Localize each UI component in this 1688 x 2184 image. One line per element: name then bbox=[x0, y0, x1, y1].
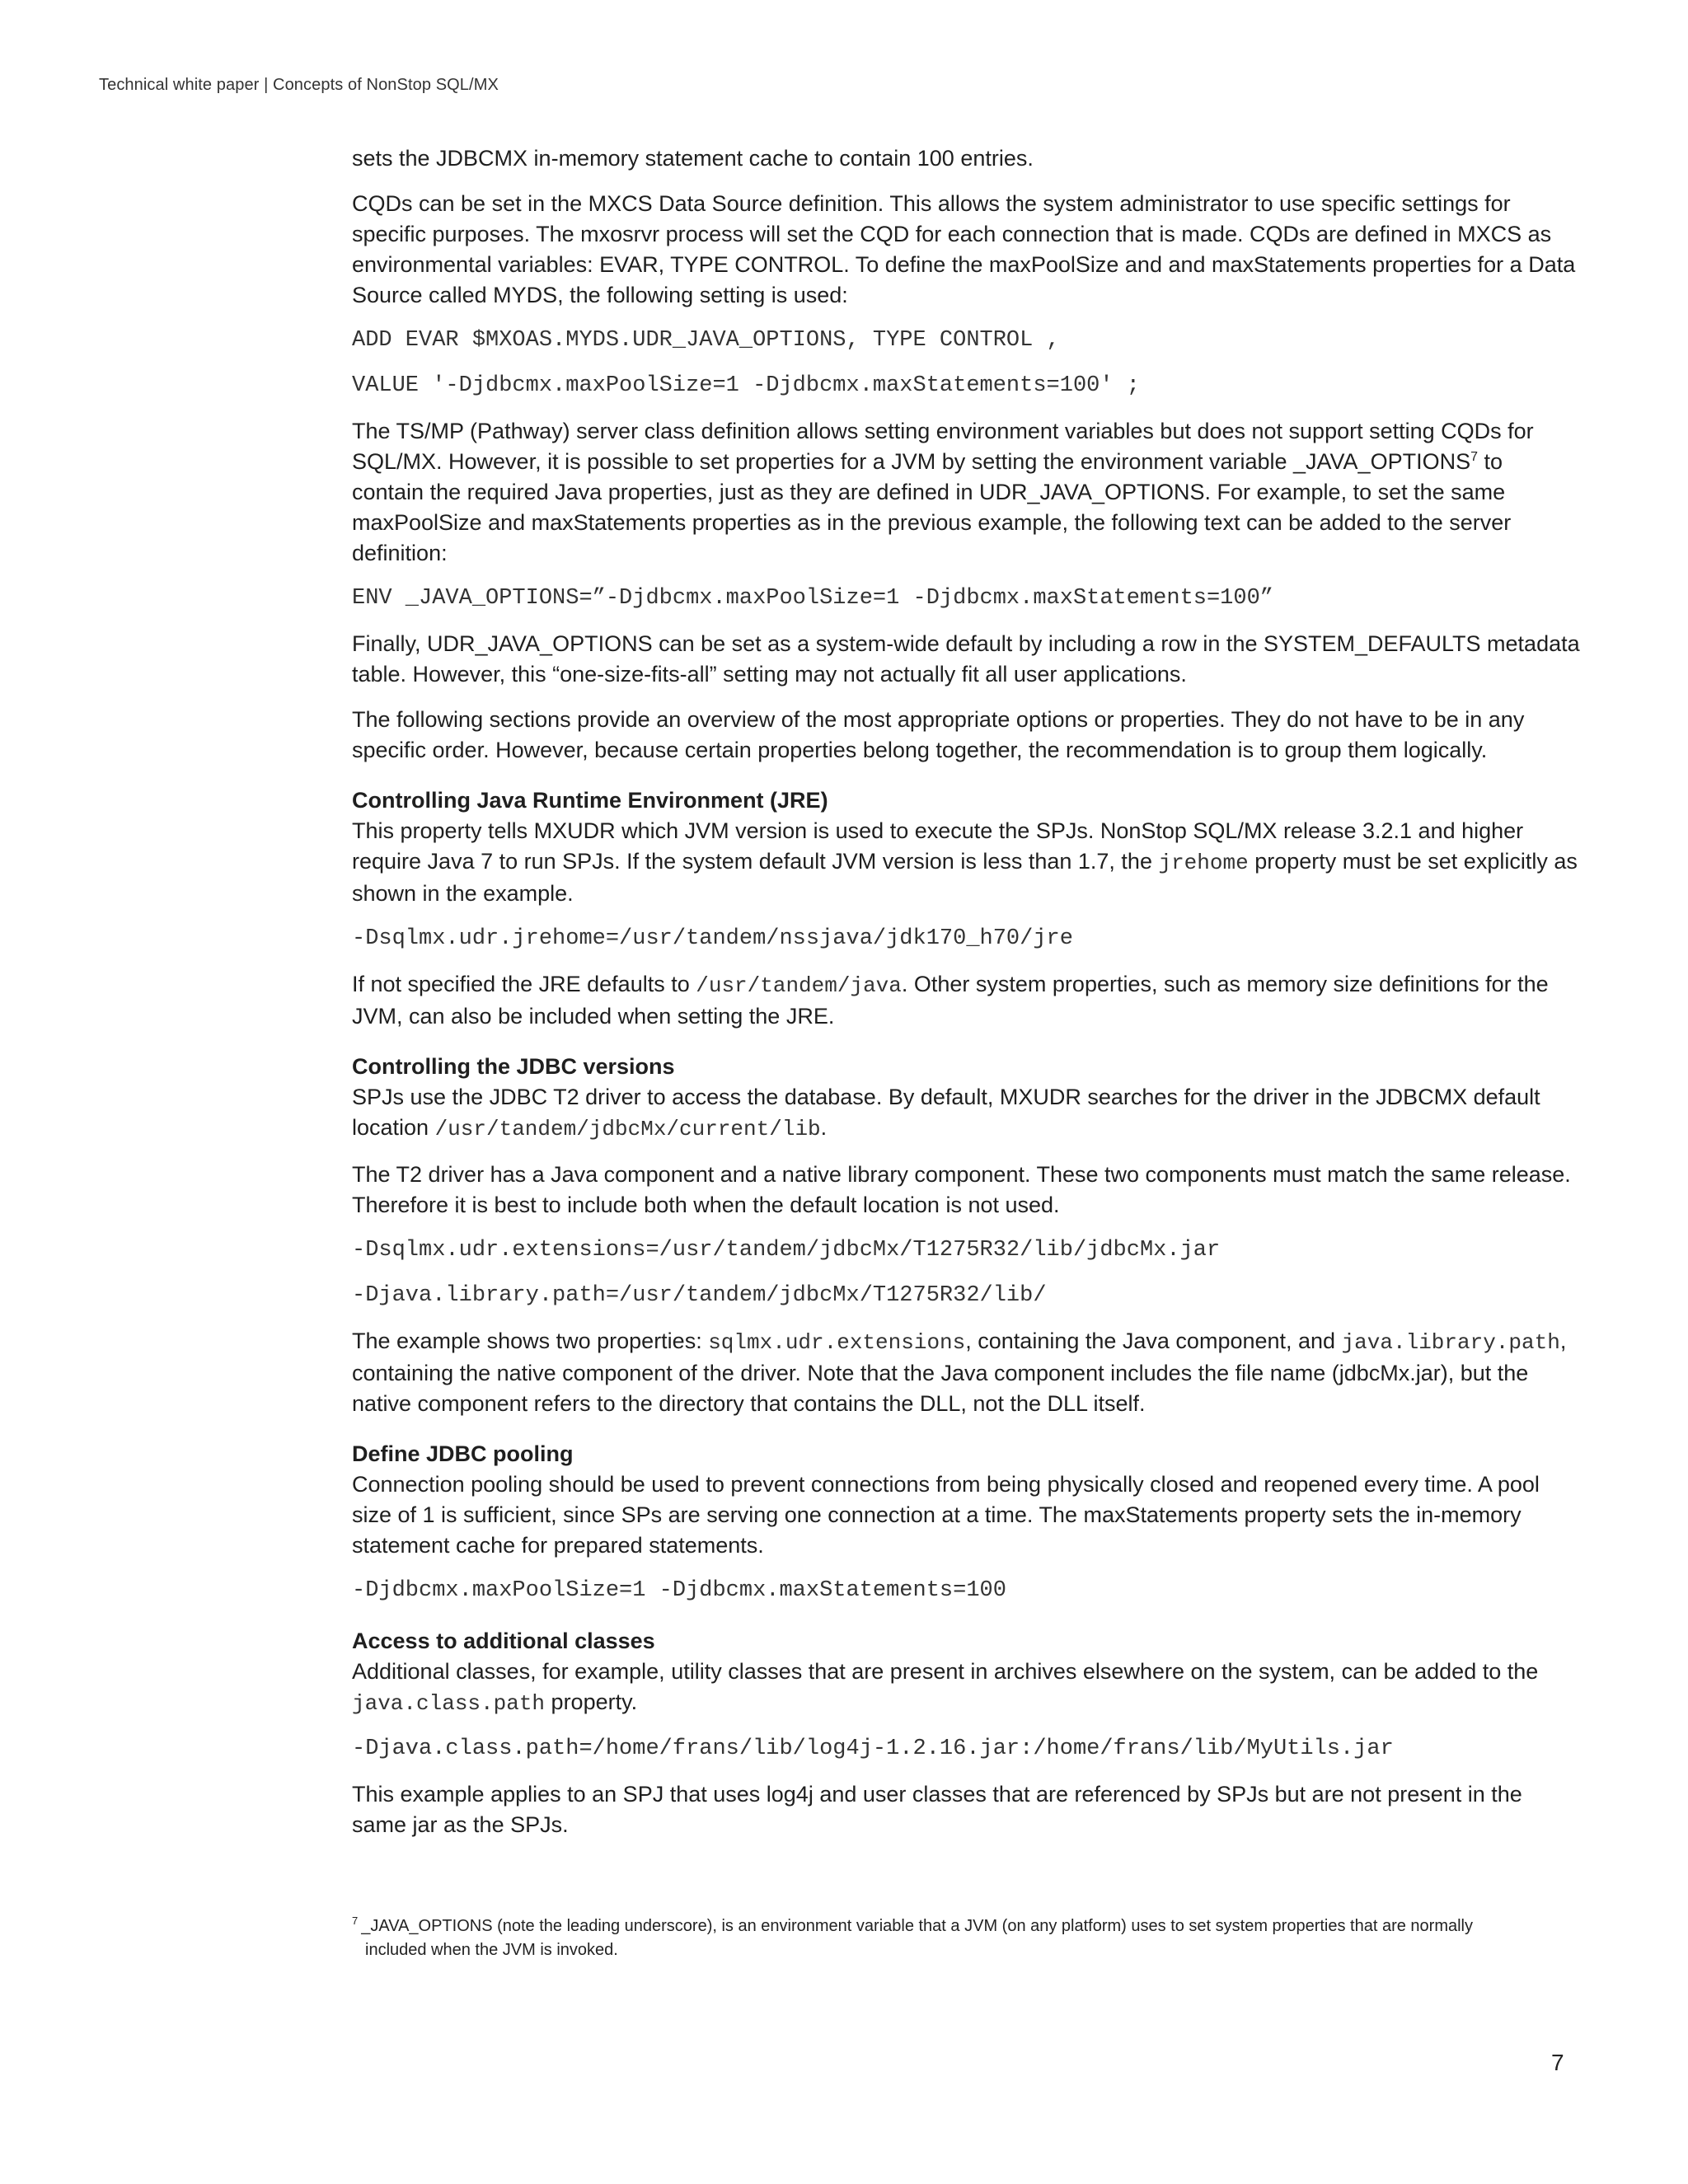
paragraph bbox=[352, 969, 1580, 1032]
text-span: The TS/MP (Pathway) server class definition allows setting environment variables but does not support setting CQDs for SQL/MX. However, it is possible to set properties for a JVM by setting the environment variable _JAVA_OPTIONS bbox=[352, 419, 1534, 474]
paragraph bbox=[352, 816, 1580, 909]
paragraph: Finally, UDR_JAVA_OPTIONS can be set as a system-wide default by including a row in the SYSTEM_DEFAULTS metadata table. However, this “one-size-fits-all” setting may not actually fit all user applications. bbox=[352, 631, 1580, 687]
paragraph bbox=[352, 1082, 1580, 1145]
text-span: . Other system properties, such as memory size definitions for the JVM, can also be included when setting the JRE. bbox=[352, 972, 1549, 1029]
paragraph bbox=[352, 416, 1580, 569]
text-span: If not specified the JRE defaults to bbox=[352, 972, 696, 996]
text-span: . bbox=[820, 1115, 828, 1140]
paragraph: This example applies to an SPJ that uses log4j and user classes that are referenced by SPJs but are not present in the same jar as the SPJs. bbox=[352, 1782, 1522, 1837]
text-span: This property tells MXUDR which JVM version is used to execute the SPJs. NonStop SQL/MX release 3.2.1 and higher require Java 7 to run SPJs. If the system default JVM version is less than 1.7, the bbox=[352, 818, 1524, 874]
page-number: 7 bbox=[1551, 2050, 1564, 2075]
paragraph: The T2 driver has a Java component and a native library component. These two components must match the same release. Therefore it is best to include both when the default location is not used. bbox=[352, 1162, 1571, 1217]
footnote-text: _JAVA_OPTIONS (note the leading underscore), is an environment variable that a JVM (on any platform) uses to set system properties that are normally bbox=[361, 1917, 1474, 1935]
inline-code: java.class.path bbox=[352, 1691, 546, 1716]
code-line: -Djava.class.path=/home/frans/lib/log4j-1.2.16.jar:/home/frans/lib/MyUtils.jar bbox=[352, 1736, 1394, 1761]
text-span: , containing the Java component, and bbox=[965, 1329, 1342, 1353]
inline-code: sqlmx.udr.extensions bbox=[708, 1330, 966, 1355]
code-line: ADD EVAR $MXOAS.MYDS.UDR_JAVA_OPTIONS, TYPE CONTROL , bbox=[352, 328, 1060, 353]
inline-code: java.library.path bbox=[1341, 1330, 1560, 1355]
code-line: VALUE '-Djdbcmx.maxPoolSize=1 -Djdbcmx.maxStatements=100' ; bbox=[352, 373, 1140, 398]
code-line: -Djdbcmx.maxPoolSize=1 -Djdbcmx.maxStatements=100 bbox=[352, 1578, 1006, 1603]
paragraph: Connection pooling should be used to prevent connections from being physically closed and reopened every time. A pool size of 1 is sufficient, since SPs are serving one connection at a time. The maxStatements property sets the in-memory statement cache for prepared statements. bbox=[352, 1472, 1540, 1558]
text-span: property. bbox=[545, 1690, 638, 1714]
footnote-number: 7 bbox=[352, 1915, 359, 1928]
code-line: ENV _JAVA_OPTIONS=”-Djdbcmx.maxPoolSize=1 -Djdbcmx.maxStatements=100” bbox=[352, 586, 1273, 611]
inline-code: /usr/tandem/java bbox=[696, 973, 902, 998]
paragraph: CQDs can be set in the MXCS Data Source definition. This allows the system administrator to use specific settings for specific purposes. The mxosrvr process will set the CQD for each connection that is made. CQDs are defined in MXCS as environmental variables: EVAR, TYPE CONTROL. To define the maxPoolSize and and maxStatements properties for a Data Source called MYDS, the following setting is used: bbox=[352, 191, 1576, 307]
code-line: -Dsqlmx.udr.jrehome=/usr/tandem/nssjava/jdk170_h70/jre bbox=[352, 926, 1073, 951]
inline-code: /usr/tandem/jdbcMx/current/lib bbox=[434, 1117, 821, 1141]
page-header: Technical white paper | Concepts of NonStop SQL/MX bbox=[99, 76, 499, 94]
text-span: Additional classes, for example, utility classes that are present in archives elsewhere on the system, can be added to the bbox=[352, 1659, 1539, 1684]
section-heading-jre: Controlling Java Runtime Environment (JRE) bbox=[352, 788, 828, 813]
text-span: , containing the native component of the driver. Note that the Java component includes the file name (jdbcMx.jar), but the native component refers to the directory that contains the DLL, not the DLL itself. bbox=[352, 1329, 1567, 1416]
paragraph: The following sections provide an overview of the most appropriate options or properties. They do not have to be in any specific order. However, because certain properties belong together, the recommendation is to group them logically. bbox=[352, 707, 1525, 762]
text-span: SPJs use the JDBC T2 driver to access the database. By default, MXUDR searches for the driver in the JDBCMX default location bbox=[352, 1085, 1540, 1140]
paragraph bbox=[352, 1326, 1580, 1419]
text-span: to contain the required Java properties, just as they are defined in UDR_JAVA_OPTIONS. For example, to set the same maxPoolSize and maxStatements properties as in the previous example, the following text can be added to the server definition: bbox=[352, 449, 1512, 565]
section-heading-classes: Access to additional classes bbox=[352, 1629, 655, 1653]
paragraph bbox=[352, 1657, 1580, 1719]
footnote bbox=[352, 1915, 1580, 1962]
text-span: property must be set explicitly as shown in the example. bbox=[352, 849, 1578, 906]
section-heading-pooling: Define JDBC pooling bbox=[352, 1441, 574, 1466]
main-content bbox=[352, 143, 1580, 1855]
code-line: -Dsqlmx.udr.extensions=/usr/tandem/jdbcMx/T1275R32/lib/jdbcMx.jar bbox=[352, 1238, 1221, 1263]
paragraph: sets the JDBCMX in-memory statement cache to contain 100 entries. bbox=[352, 146, 1034, 171]
inline-code: jrehome bbox=[1158, 851, 1249, 875]
code-line: -Djava.library.path=/usr/tandem/jdbcMx/T1275R32/lib/ bbox=[352, 1283, 1047, 1308]
text-span: The example shows two properties: bbox=[352, 1329, 709, 1353]
footnote-ref: 7 bbox=[1470, 450, 1478, 464]
section-heading-jdbc: Controlling the JDBC versions bbox=[352, 1054, 675, 1079]
footnote-text-continued: included when the JVM is invoked. bbox=[365, 1941, 618, 1959]
